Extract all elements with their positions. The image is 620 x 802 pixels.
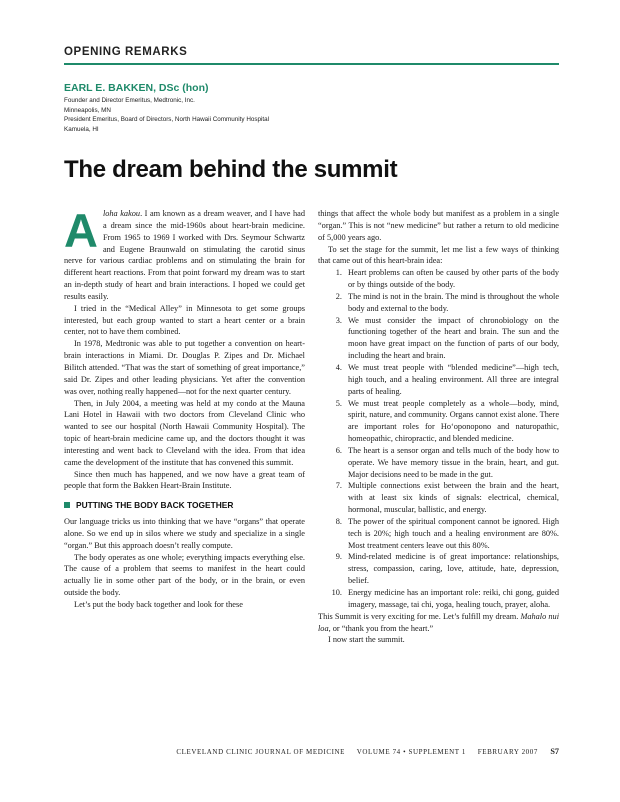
- list-text: We must treat people completely as a whole—body, mind, spirit, nature, and community. Organs cannot exist alone. There are important roles for Hoʻoponopono and naturopathic, homeopathic, chiropractic, and blended medicine.: [348, 398, 559, 444]
- author-affiliation: Founder and Director Emeritus, Medtronic, Inc.: [64, 97, 195, 104]
- list-text: We must consider the impact of chronobiology on the functioning together of the heart and brain. The sun and the moon have great impact on the function of parts of our body, including the heart and brain.: [348, 315, 559, 361]
- list-text: The heart is a sensor organ and tells much of the body how to operate. We have memory tissue in the brain, heart, and gut. Major decisions need to be made in the gut.: [348, 445, 559, 479]
- list-number: 2.: [335, 291, 342, 301]
- numbered-list: [318, 267, 559, 610]
- continued-paragraph: things that affect the whole body but manifest as a problem in a single “organ.” This is not “new medicine” but rather a return to old medicine of 5,000 years ago.: [318, 209, 559, 242]
- journal-name: CLEVELAND CLINIC JOURNAL OF MEDICINE: [176, 748, 346, 756]
- body-paragraph: Since then much has happened, and we now have a great team of people that form the Bakken Heart-Brain Institute.: [64, 469, 305, 491]
- list-number: 4.: [335, 362, 342, 372]
- author-block: [64, 82, 364, 134]
- author-affiliation: Kamuela, HI: [64, 125, 99, 133]
- list-text: Energy medicine has an important role: reiki, chi gong, guided imagery, massage, tai chi, yoga, healing touch, prayer, aloha.: [348, 588, 559, 609]
- list-item: [318, 587, 559, 611]
- list-item: [318, 398, 559, 445]
- list-number: 3.: [335, 315, 342, 325]
- square-bullet-icon: [64, 502, 70, 508]
- subheading-text: PUTTING THE BODY BACK TOGETHER: [76, 500, 234, 511]
- list-item: [318, 315, 559, 362]
- list-item: [318, 445, 559, 481]
- closing-paragraph: [318, 611, 559, 635]
- author-name: EARL E. BAKKEN, DSc (hon): [64, 82, 209, 94]
- journal-volume: VOLUME 74 • SUPPLEMENT 1: [356, 748, 466, 756]
- journal-date: FEBRUARY 2007: [477, 748, 538, 756]
- first-paragraph-text: . I am known as a dream weaver, and I have had a dream since the mid-1960s about heart-brain medicine. From 1965 to 1969 I worked with Drs. Seymour Schwartz and Eugene Braunwald on stimulating the carotid sinus nerve for various cardiac problems and on stimulating the brain for different heart reactions. From that point forward my dream was to start an in-depth study of heart and brain interactions. I hoped we could get results easily.: [64, 209, 305, 301]
- body-paragraph: I tried in the “Medical Alley” in Minnesota to get some groups interested, but each group wanted to start a heart center or a brain center, not to have them combined.: [64, 303, 305, 337]
- subheading: [64, 500, 305, 512]
- body-paragraph: Then, in July 2004, a meeting was held at my condo at the Mauna Lani Hotel in Hawaii with two doctors from Cleveland Clinic who wanted to see our hospital (North Hawaii Community Hospital). The topic of heart-brain medicine came up, and the doctors thought it was interesting and went back to Cleveland with the idea. From that idea came the development of the institute that has convened this summit.: [64, 398, 305, 467]
- body-paragraph: Our language tricks us into thinking that we have “organs” that operate alone. So we end up in silos where we study and specialize in a single “organ.” But this approach doesn’t really compute.: [64, 517, 305, 550]
- list-item: [318, 267, 559, 291]
- list-number: 10.: [331, 588, 342, 597]
- list-text: Multiple connections exist between the brain and the heart, with at least six kinds of signals: electrical, chemical, hormonal, muscular, ballistic, and energy.: [348, 481, 559, 515]
- author-affiliation: Minneapolis, MN: [64, 106, 111, 114]
- closing-text: , or “thank you from the heart.”: [328, 623, 434, 633]
- page-footer: [64, 747, 559, 756]
- page-number: S7: [550, 747, 559, 756]
- list-number: 5.: [335, 398, 342, 408]
- section-rule: [64, 63, 559, 65]
- closing-paragraph: I now start the summit.: [328, 635, 405, 645]
- first-paragraph: [64, 204, 305, 303]
- list-item: [318, 362, 559, 398]
- list-number: 8.: [335, 516, 342, 526]
- list-number: 9.: [335, 552, 342, 562]
- list-text: Heart problems can often be caused by other parts of the body or by things outside of the body.: [348, 268, 559, 290]
- list-item: [318, 291, 559, 315]
- body-paragraph: The body operates as one whole; everything impacts everything else. The cause of a problem that seems to manifest in the heart could actually lie in some other part of the body, or in the brain, or even outside the body.: [64, 552, 305, 598]
- list-item: [318, 551, 559, 587]
- list-intro: To set the stage for the summit, let me list a few ways of thinking that came out of this heart-brain idea:: [318, 244, 559, 266]
- list-item: [318, 480, 559, 516]
- list-text: The power of the spiritual component cannot be ignored. High tech is 20%; high touch and a healing environment are 80%. Most treatment centers leave out this 80%.: [348, 516, 559, 550]
- right-column: [318, 208, 559, 646]
- closing-text: This Summit is very exciting for me. Let’s fulfill my dream.: [318, 611, 521, 621]
- section-label: OPENING REMARKS: [64, 46, 188, 58]
- body-paragraph: Let’s put the body back together and look for these: [74, 600, 243, 609]
- list-number: 7.: [335, 481, 342, 491]
- body-paragraph: In 1978, Medtronic was able to put together a convention on heart-brain interactions in Miami. Dr. Douglas P. Zipes and Dr. Michael Bilitch attended. “That was the start of something of great importance,” said Dr. Zipes and other leading physicians. Yet after the convention was over, nothing really happened—not for the next quarter century.: [64, 339, 305, 396]
- list-text: Mind-related medicine is of great importance: relationships, stress, compassion, caring, love, attitude, hate, depression, belief.: [348, 552, 559, 586]
- list-item: [318, 516, 559, 552]
- greeting-italic: loha kakou: [102, 209, 141, 218]
- list-number: 1.: [335, 268, 342, 278]
- left-column: [64, 204, 305, 611]
- list-text: The mind is not in the brain. The mind is throughout the whole body and external to the body.: [348, 291, 559, 313]
- list-number: 6.: [335, 445, 342, 455]
- author-affiliation: President Emeritus, Board of Directors, North Hawaii Community Hospital: [64, 116, 270, 124]
- article-title: The dream behind the summit: [64, 156, 398, 183]
- closing-italic: Mahalo nui loa: [318, 611, 559, 633]
- drop-cap: A: [64, 204, 98, 257]
- list-text: We must treat people with “blended medicine”—high tech, high touch, and a healing environment. All three are integral parts of healing.: [348, 362, 559, 396]
